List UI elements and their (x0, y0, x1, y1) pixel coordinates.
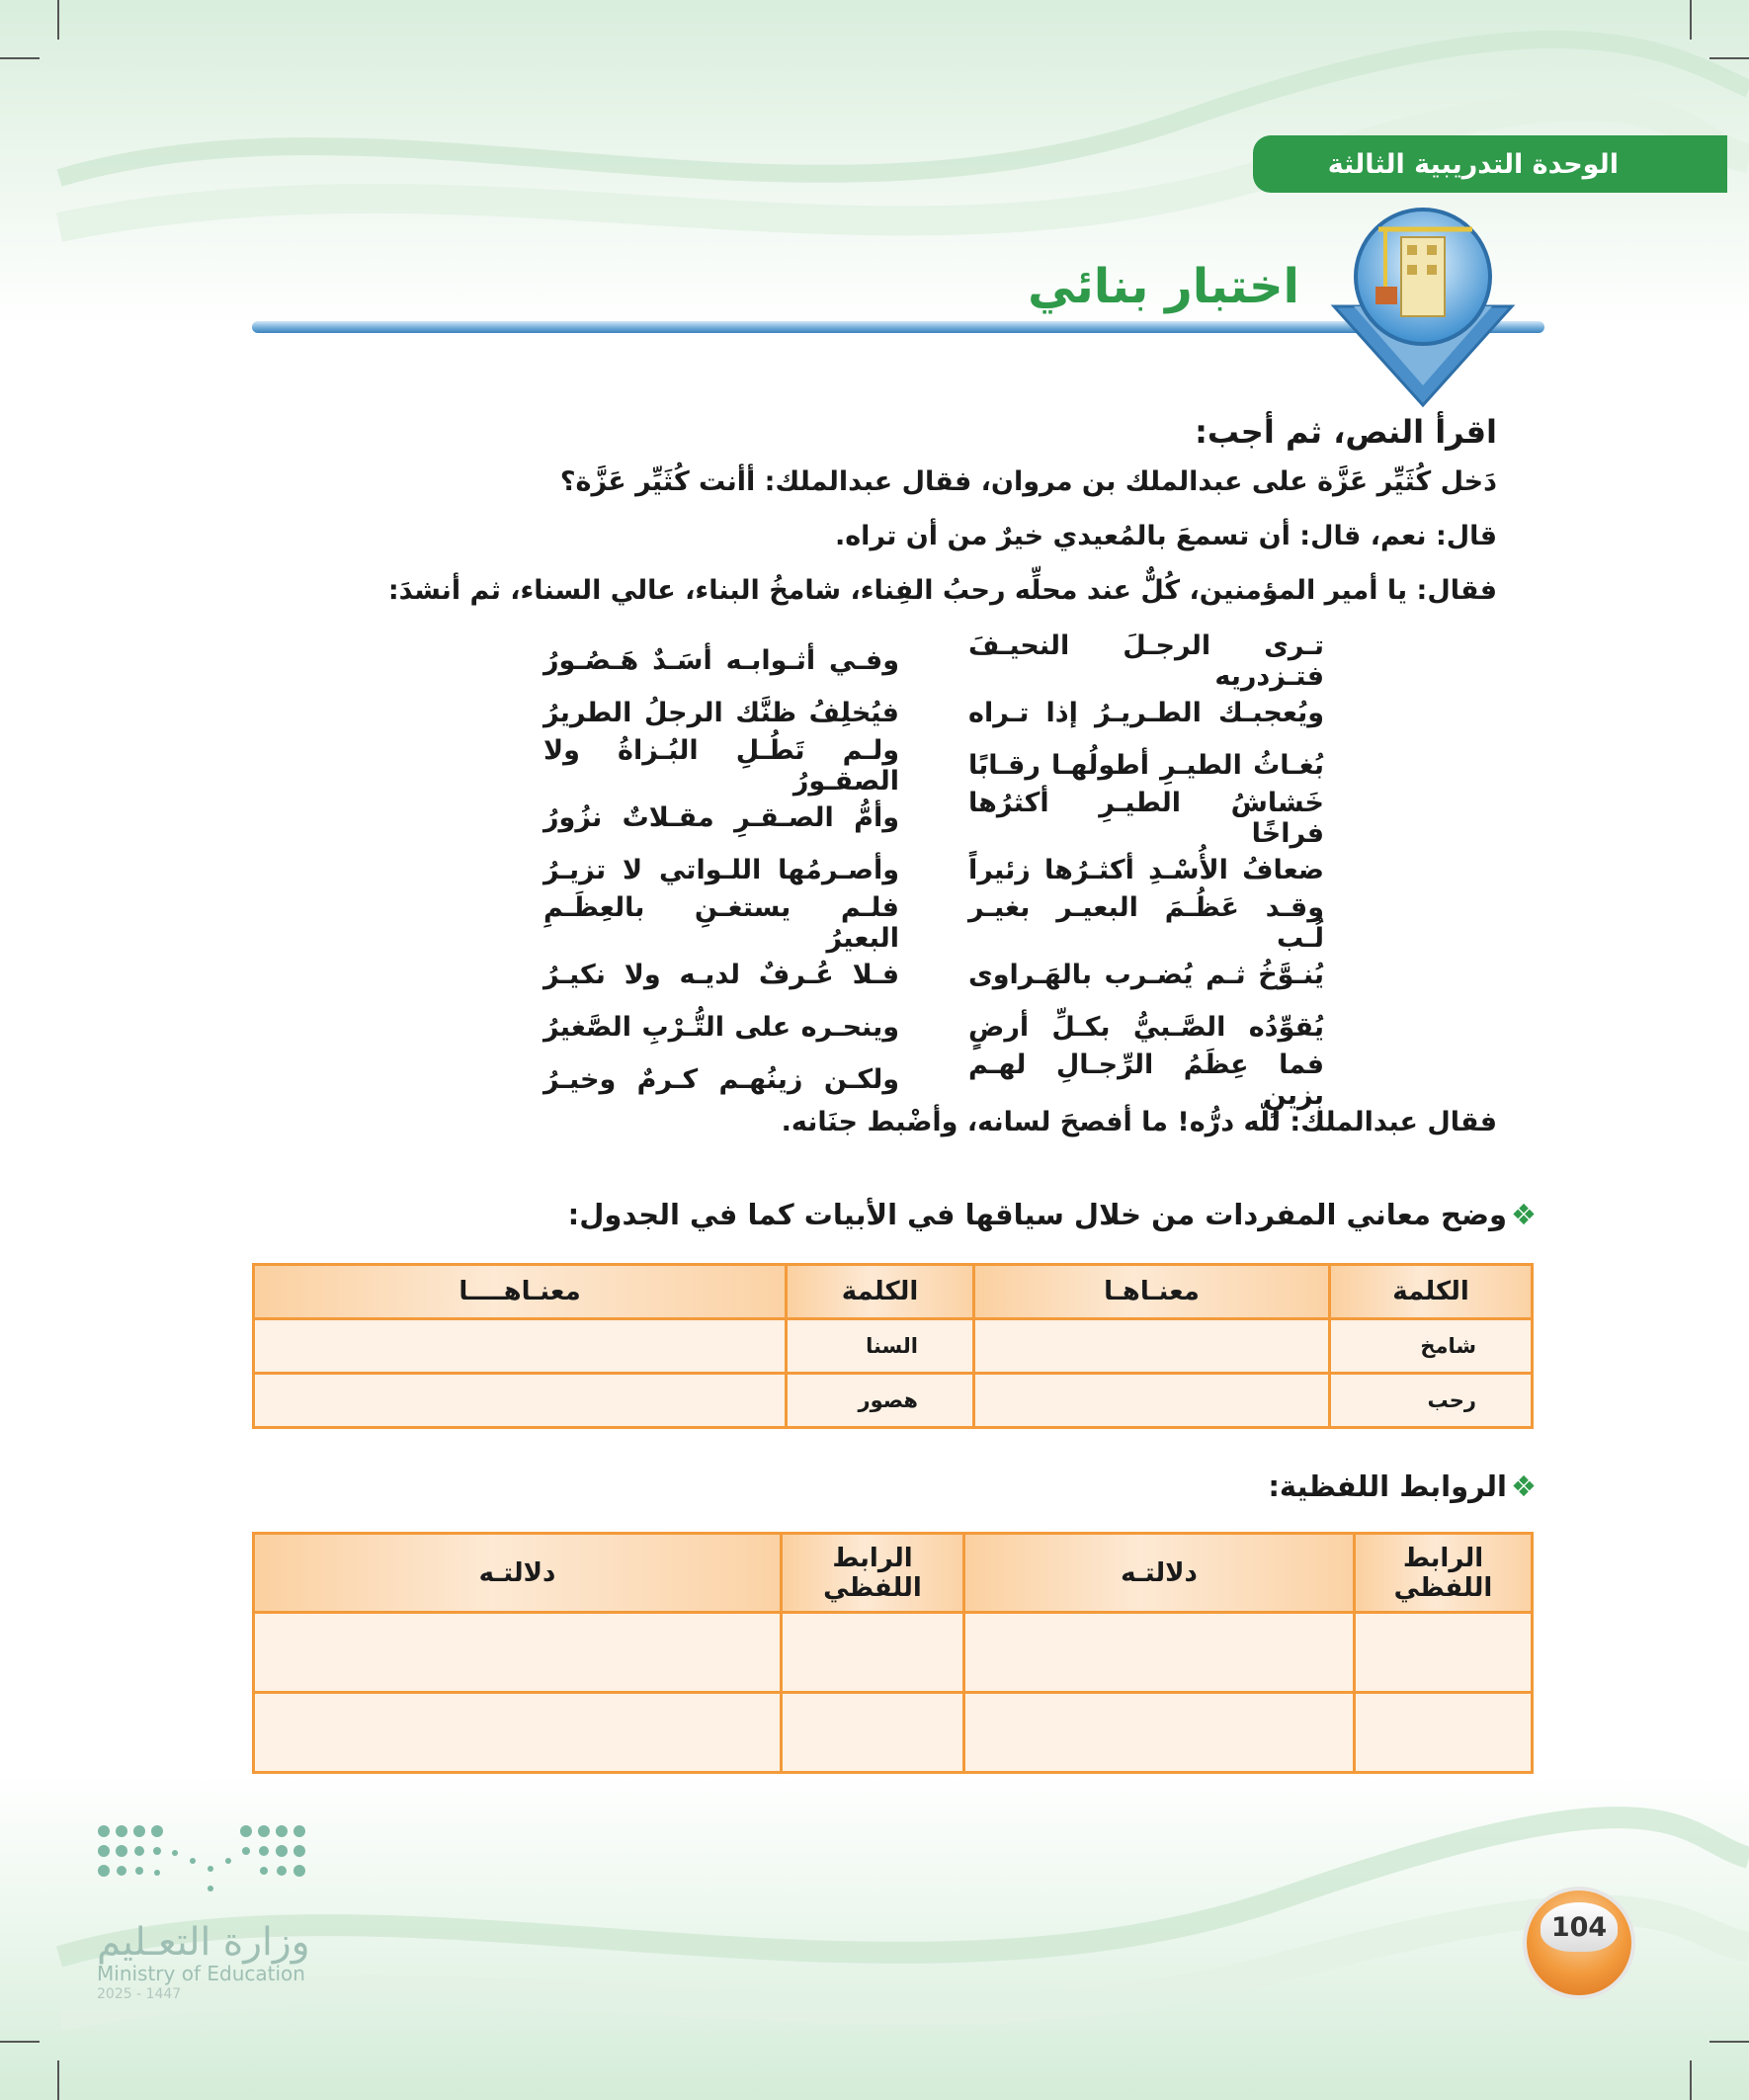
table-cell-meaning[interactable] (974, 1374, 1330, 1428)
poem-line (543, 630, 1324, 692)
table-row (254, 1374, 1533, 1428)
intro-paragraph-3: فقال: يا أمير المؤمنين، كُلٌّ عند محلِّه رحبُ الفِناء، شامخُ البناء، عالي السناء، ثم أنشدَ: (387, 575, 1497, 606)
task1-heading-text: وضح معاني المفردات من خلال سياقها في الأبيات كما في الجدول: (567, 1198, 1507, 1231)
table-row (254, 1319, 1533, 1374)
poem-second-hemistich: وينحـره على التُّـرْبِ الصَّغيرُ (543, 1012, 899, 1043)
poem-second-hemistich: فيُخلِفُ ظنَّك الرجلُ الطريرُ (543, 698, 899, 728)
table-row (254, 1613, 1533, 1693)
poem-second-hemistich: وأمُّ الصـقـرِ مقـلاتٌ نزُورُ (543, 802, 899, 833)
ministry-name-english: Ministry of Education (97, 1962, 305, 1985)
building-emblem-icon (1324, 208, 1522, 410)
poem-line (543, 1001, 1324, 1053)
crop-mark (1690, 2060, 1692, 2100)
ministry-logo-icon (94, 1821, 311, 1910)
table-header: الكلمة (1330, 1265, 1533, 1319)
table-row (254, 1693, 1533, 1773)
poem-first-hemistich: خَشاشُ الطيـرِ أكثرُها فراخًا (968, 787, 1324, 849)
poem-line (543, 844, 1324, 896)
table-cell-word: شامخ (1330, 1319, 1533, 1374)
poem-first-hemistich: فما عِظَمُ الرِّجـالِ لهـم بزينٍ (968, 1049, 1324, 1111)
unit-tab (1253, 135, 1727, 193)
crop-mark (57, 0, 59, 40)
poem-first-hemistich: وقـد عَظُـمَ البعيـر بغيـر لُـب (968, 891, 1324, 954)
table-header: معنـاهــــا (254, 1265, 787, 1319)
table-cell[interactable] (964, 1693, 1355, 1773)
page-title: اختبار بنائي (1028, 259, 1299, 314)
crop-mark (1709, 57, 1749, 59)
table-cell[interactable] (254, 1613, 782, 1693)
poem-line (543, 787, 1324, 849)
poem-first-hemistich: يُقوِّدُه الصَّـبيُّ بكـلِّ أرضٍ (968, 1012, 1324, 1043)
vocabulary-table (252, 1263, 1534, 1429)
crop-mark (57, 2060, 59, 2100)
crop-mark (1690, 0, 1692, 40)
table-header: الرابط اللفظي (782, 1534, 964, 1613)
page-number-badge (1527, 1890, 1631, 1995)
ministry-year: 2025 - 1447 (97, 1986, 182, 2002)
poem-second-hemistich: وأصـرمُها اللـواتي لا تزيـرُ (543, 855, 899, 885)
poem-line (543, 687, 1324, 739)
poem-first-hemistich: يُنـوَّخُ ثـم يُضـرب بالهَـراوى (968, 960, 1324, 990)
task1-heading (568, 1198, 1537, 1231)
table-cell-meaning[interactable] (254, 1319, 787, 1374)
table-cell-word: رحب (1330, 1374, 1533, 1428)
intro-paragraph-2: قال: نعم، قال: أن تسمعَ بالمُعيدي خيرٌ من أن تراه. (834, 521, 1497, 551)
crop-mark (0, 57, 40, 59)
table-cell-word: هصور (787, 1374, 974, 1428)
table-header-row (254, 1534, 1533, 1613)
table-cell[interactable] (964, 1613, 1355, 1693)
poem-second-hemistich: وفـي أثـوابـه أسَـدٌ هَـصُـورُ (543, 645, 899, 676)
poem-line (543, 949, 1324, 1001)
table-header: معنـاهـا (974, 1265, 1330, 1319)
poem-line (543, 1049, 1324, 1111)
poem-line (543, 734, 1324, 797)
diamond-bullet-icon: ❖ (1511, 1470, 1537, 1503)
table-cell-word: السنا (787, 1319, 974, 1374)
table-cell[interactable] (1355, 1693, 1533, 1773)
table-header: دلالتـه (964, 1534, 1355, 1613)
poem-second-hemistich: فلـم يستغـنِ بالعِظَـمِ البعيرُ (543, 891, 899, 954)
table-cell[interactable] (1355, 1613, 1533, 1693)
table-cell[interactable] (782, 1693, 964, 1773)
diamond-bullet-icon: ❖ (1511, 1198, 1537, 1231)
poem (543, 630, 1324, 1111)
closing-paragraph: فقال عبدالملك: للّه درُّه! ما أفصحَ لسانه، وأضْبط جنَانه. (781, 1107, 1497, 1137)
connectors-table (252, 1532, 1534, 1774)
table-header-row (254, 1265, 1533, 1319)
table-header: الكلمة (787, 1265, 974, 1319)
table-cell[interactable] (782, 1613, 964, 1693)
task2-heading-text: الروابط اللفظية: (1268, 1470, 1507, 1503)
crop-mark (0, 2041, 40, 2043)
poem-first-hemistich: ضعافُ الأُسْـدِ أكثـرُها زئيراً (968, 855, 1324, 885)
intro-paragraph-1: دَخل كُثَيِّر عَزَّة على عبدالملك بن مروان، فقال عبدالملك: أأنت كُثَيِّر عَزَّة؟ (559, 466, 1497, 497)
table-cell[interactable] (254, 1693, 782, 1773)
page-number: 104 (1541, 1902, 1618, 1952)
poem-first-hemistich: بُغـاثُ الطيـرِ أطولُهـا رقـابًا (968, 750, 1324, 781)
poem-first-hemistich: تـرى الرجـلَ النحيـفَ فتـزدريه (968, 630, 1324, 692)
task2-heading (1268, 1470, 1537, 1503)
table-header: دلالتـه (254, 1534, 782, 1613)
table-header: الرابط اللفظي (1355, 1534, 1533, 1613)
poem-line (543, 891, 1324, 954)
unit-label: الوحدة التدريبية الثالثة (1327, 148, 1619, 180)
reading-instruction: اقرأ النص، ثم أجب: (1195, 413, 1497, 451)
poem-second-hemistich: ولكـن زينُهـم كـرمٌ وخيـرُ (543, 1064, 899, 1095)
table-cell-meaning[interactable] (974, 1319, 1330, 1374)
ministry-name-arabic: وزارة التعـليم (97, 1920, 310, 1965)
poem-second-hemistich: فـلا عُـرفٌ لديـه ولا نكيـرُ (543, 960, 899, 990)
crop-mark (1709, 2041, 1749, 2043)
poem-first-hemistich: ويُعجبـك الطـريـرُ إذا تـراه (968, 698, 1324, 728)
table-cell-meaning[interactable] (254, 1374, 787, 1428)
poem-second-hemistich: ولـم تَطُـلِ البُـزاةُ ولا الصقـورُ (543, 734, 899, 797)
